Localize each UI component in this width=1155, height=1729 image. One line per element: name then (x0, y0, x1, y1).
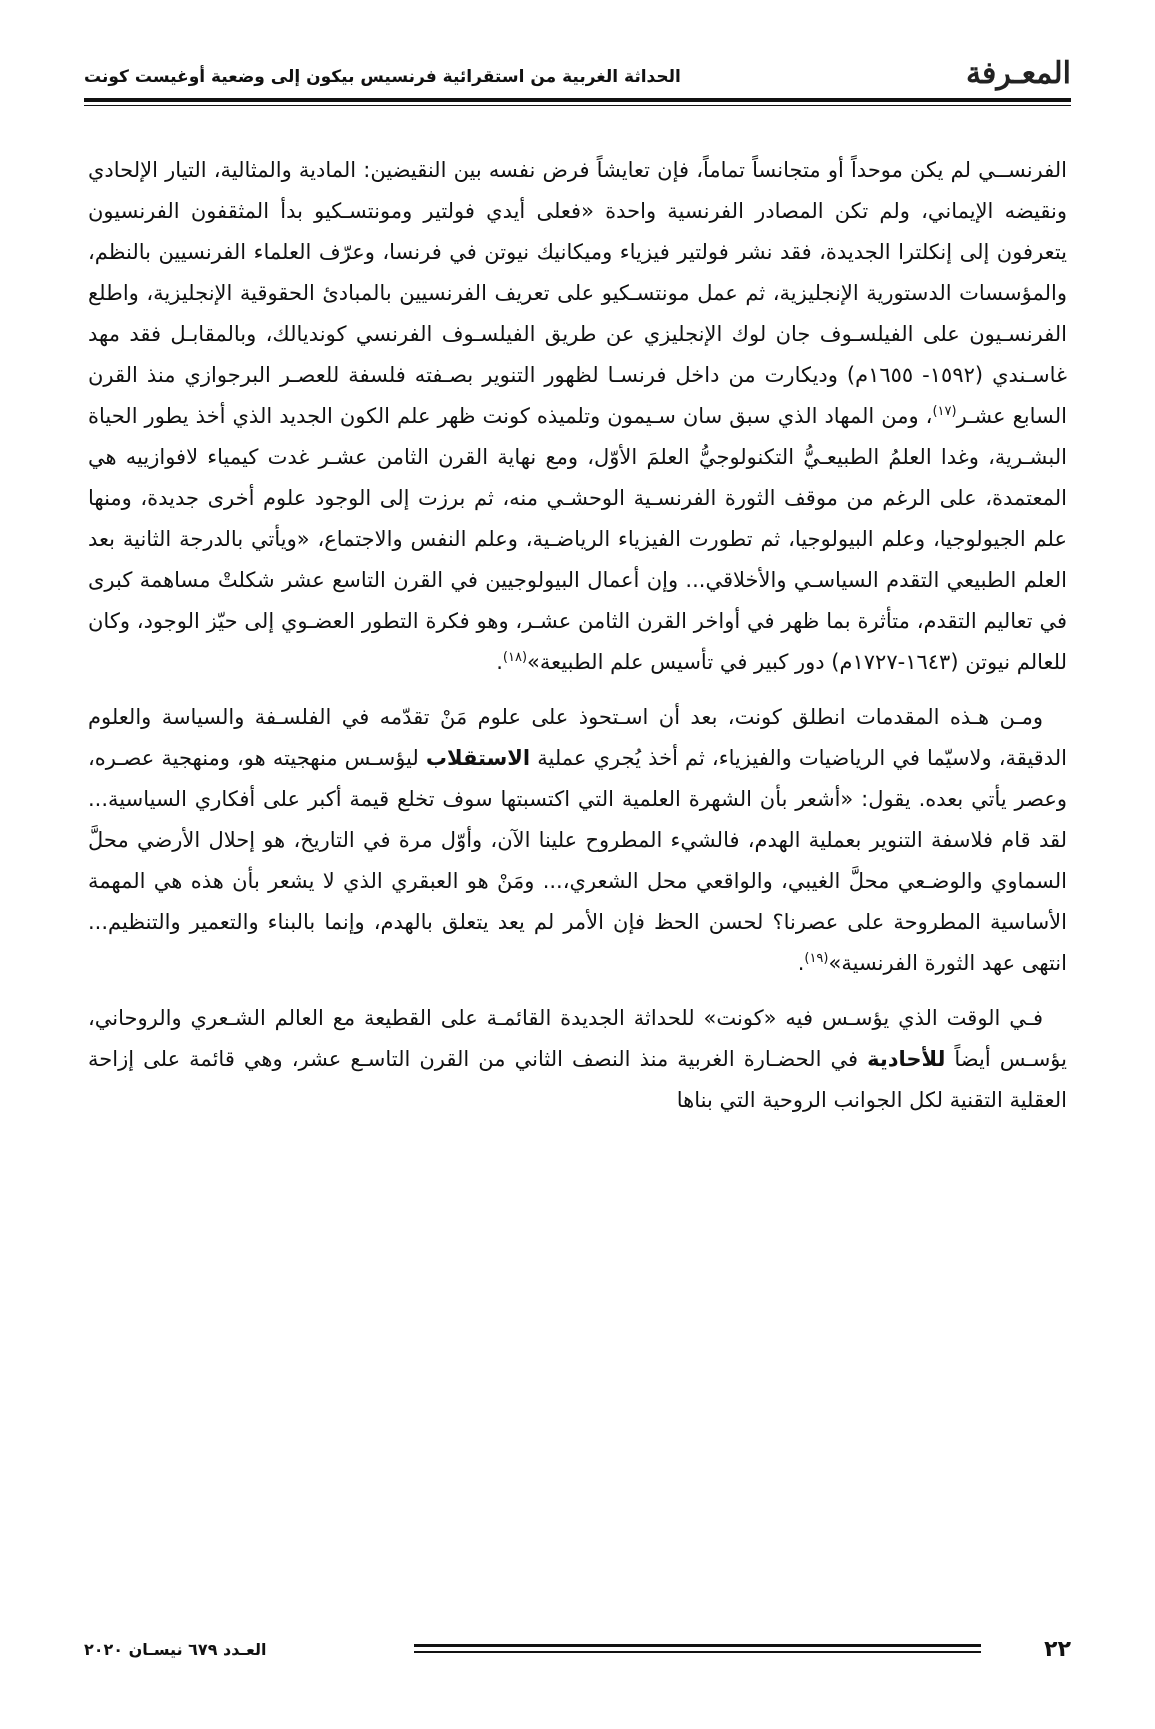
footnote-ref-19: (١٩) (804, 951, 829, 966)
header-rule-thick (84, 98, 1071, 102)
magazine-logo: المعـرفة (965, 56, 1071, 91)
page-header (84, 52, 1071, 100)
paragraph-1-text-b: ، ومن المهاد الذي سبق سان سـيمون وتلميذه كونت ظهر علم الكون الجديد الذي أخذ يطور الحياة البشـرية، وغدا العلمُ الطبيعـيُّ التكنولوجيُّ العلمَ الأوّل، ومع نهاية القرن الثامن عشـر غدت كيمياء لافوازييه هي المعتمدة، على الرغم من موقف الثورة الفرنسـية الوحشـي منه، ثم برزت إلى الوجود علوم أخرى جديدة، ومنها علم الجيولوجيا، وعلم البيولوجيا، ثم تطورت الفيزياء الرياضـية، وعلم النفس والاجتماع، «ويأتي بالدرجة الثانية بعد العلم الطبيعي التقدم السياسـي والأخلاقي... وإن أعمال البيولوجيين في القرن التاسع عشر شكلتْ مساهمة كبرى في تعاليم التقدم، متأثرة بما ظهر في أواخر القرن الثامن عشـر، وهو فكرة التطور العضـوي إلى حيّز الوجود، وكان للعالم نيوتن (١٦٤٣-١٧٢٧م) دور كبير في تأسيس علم الطبيعة» (88, 404, 1067, 674)
footer-rule-bottom (414, 1651, 981, 1653)
paragraph-2-end: . (797, 951, 805, 975)
paragraph-3-bold-term: للأحادية (867, 1047, 946, 1071)
paragraph-2-text-a: ومـن هـذه المقدمات انطلق كونت، بعد أن اسـتحوذ على علوم مَنْ تقدّمه في الفلسـفة والسياسة والعلوم الدقيقة، ولاسيّما في الرياضيات والفيزياء، ثم أخذ يُجري عملية (88, 705, 1067, 770)
article-body (88, 150, 1067, 1135)
issue-info: العـدد ٦٧٩ نيسـان ٢٠٢٠ (84, 1640, 267, 1659)
header-rule-thin (84, 105, 1071, 106)
paragraph-3-text-b: في الحضـارة الغربية منذ النصف الثاني من القرن التاسـع عشر، وهي قائمة على إزاحة العقلية التقنية لكل الجوانب الروحية التي بناها (88, 1047, 1067, 1112)
paragraph-3 (88, 998, 1067, 1121)
paragraph-2 (88, 697, 1067, 984)
paragraph-3-text-a: فـي الوقت الذي يؤسـس فيه «كونت» للحداثة الجديدة القائمـة على القطيعة مع العالم الشـعري والروحاني، يؤسـس أيضاً (88, 1006, 1067, 1071)
footnote-ref-18: (١٨) (502, 650, 528, 665)
paragraph-2-text-b: ليؤسـس منهجيته هو، ومنهجية عصـره، وعصر يأتي بعده. يقول: «أشعر بأن الشهرة العلمية التي اكتسبتها سوف تخلع قيمة أكبر على أفكاري السياسية... لقد قام فلاسفة التنوير بعملية الهدم، فالشيء المطروح علينا الآن، وأوّل مرة في التاريخ، هو إحلال الأرضي محلَّ السماوي والوضـعي محلَّ الغيبي، والواقعي محل الشعري،... ومَنْ هو العبقري الذي لا يشعر بأن هذه هي المهمة الأساسية المطروحة على عصرنا؟ لحسن الحظ فإن الأمر لم يعد يتعلق بالهدم، وإنما بالبناء والتعمير والتنظيم... انتهى عهد الثورة الفرنسية» (88, 746, 1067, 975)
footer-rule-top (414, 1644, 981, 1647)
paragraph-1-end: . (496, 650, 503, 674)
running-title: الحداثة الغربية من استقرائية فرنسيس بيكون إلى وضعية أوغيست كونت (84, 67, 681, 87)
page-number: ٢٢ (1044, 1637, 1071, 1662)
paragraph-1 (88, 150, 1067, 683)
paragraph-1-text-a: الفرنســي لم يكن موحداً أو متجانساً تماماً، فإن تعايشاً فرض نفسه بين النقيضين: المادية والمثالية، التيار الإلحادي ونقيضه الإيماني، ولم تكن المصادر الفرنسية واحدة «فعلى أيدي فولتير ومونتسـكيو بدأ المثقفون الفرنسيون يتعرفون إلى إنكلترا الجديدة، فقد نشر فولتير فيزياء وميكانيك نيوتن في فرنسا، وعرّف العلماء الفرنسيين بالنظم، والمؤسسات الدستورية الإنجليزية، ثم عمل مونتسـكيو على تعريف الفرنسيين بالمبادئ الحقوقية الإنجليزية، واطلع الفرنسـيون على الفيلسـوف جان لوك الإنجليزي عن طريق الفيلسـوف الفرنسي كونديالك، وبالمقابـل فقد مهد غاسـندي (١٥٩٢- ١٦٥٥م) وديكارت من داخل فرنسـا لظهور التنوير بصـفته فلسفة للعصـر البرجوازي منذ القرن السابع عشـر (88, 158, 1067, 428)
footnote-ref-17: (١٧) (932, 404, 957, 419)
footer-rules (414, 1644, 981, 1653)
page-footer (84, 1632, 1071, 1672)
paragraph-2-bold-term: الاستقلاب (425, 746, 531, 770)
